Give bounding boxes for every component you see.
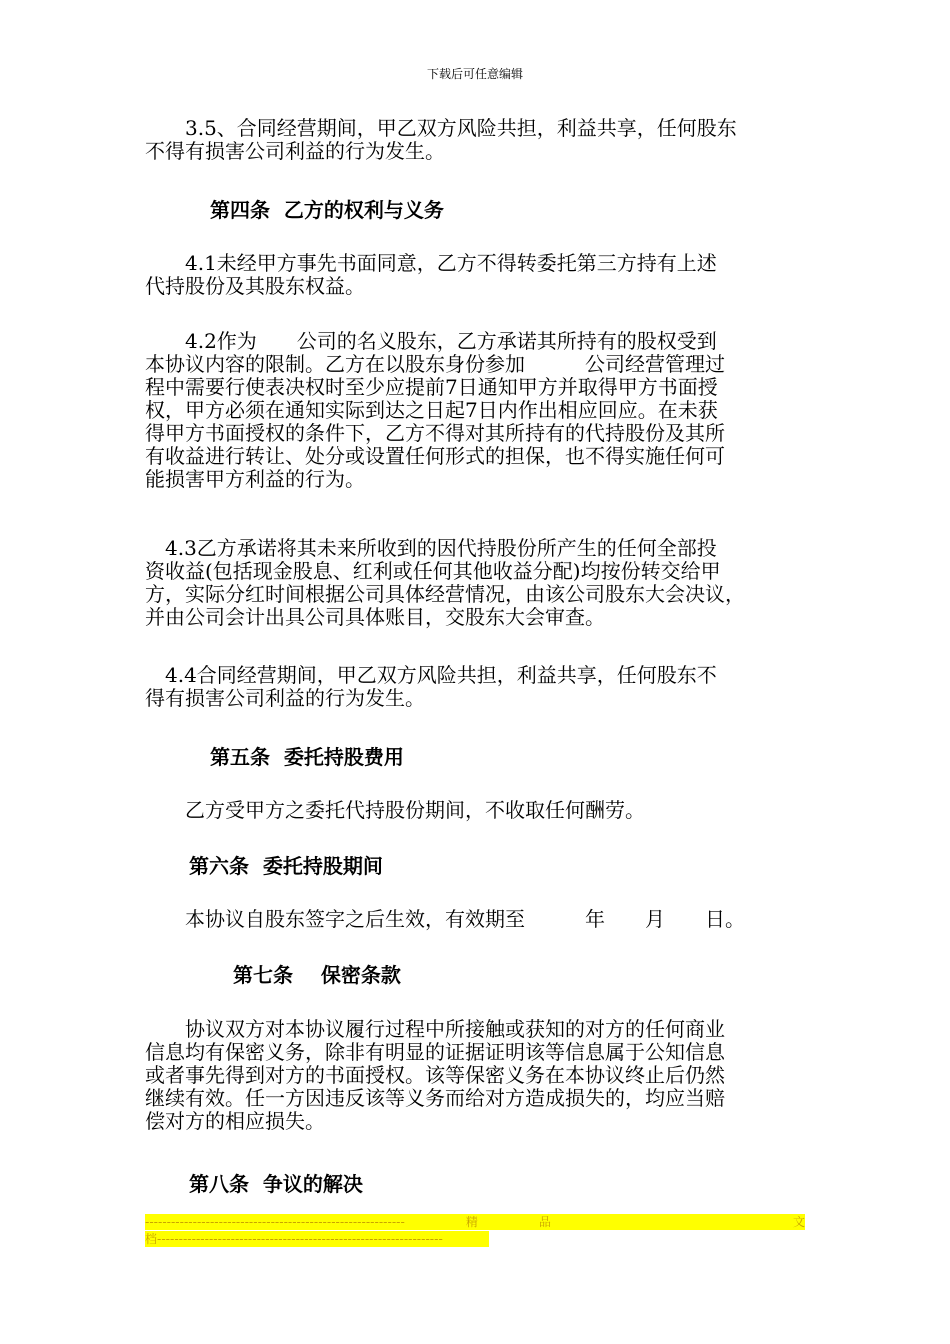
text-line: 得有损害公司利益的行为发生。	[145, 686, 425, 710]
paragraph-4-2	[145, 330, 810, 491]
footer-watermark-line-2: 档------------------------------------------------------------------	[145, 1231, 489, 1247]
footer-char: 精	[465, 1215, 478, 1229]
heading-article-5: 第五条 委托持股费用	[210, 745, 404, 769]
text-line: 继续有效。任一方因违反该等义务而给对方造成损失的，均应当赔	[145, 1086, 725, 1110]
paragraph-4-4	[145, 664, 810, 710]
text-line: 并由公司会计出具公司具体账目，交股东大会审查。	[145, 605, 605, 629]
text-line: 本协议自股东签字之后生效，有效期至 年 月 日。	[145, 907, 745, 931]
paragraph-4-1	[145, 252, 810, 298]
paragraph-4-3	[145, 537, 810, 629]
text-line: 不得有损害公司利益的行为发生。	[145, 139, 445, 163]
footer-char: 文	[792, 1215, 805, 1229]
text-line: 代持股份及其股东权益。	[145, 274, 365, 298]
paragraph-3-5	[145, 117, 810, 163]
text-line: 4.4合同经营期间，甲乙双方风险共担，利益共享，任何股东不	[145, 663, 717, 687]
footer-dashes: ------------------------------------------------------------	[145, 1215, 405, 1229]
text-line: 4.1未经甲方事先书面同意，乙方不得转委托第三方持有上述	[145, 251, 717, 275]
text-line: 协议双方对本协议履行过程中所接触或获知的对方的任何商业	[145, 1017, 725, 1041]
paragraph-article-5	[145, 799, 810, 822]
text-line: 有收益进行转让、处分或设置任何形式的担保，也不得实施任何可	[145, 444, 725, 468]
text-line: 资收益(包括现金股息、红利或任何其他收益分配)均按份转交给甲	[145, 559, 721, 583]
page-header: 下载后可任意编辑	[426, 67, 523, 81]
text-line: 3.5、合同经营期间，甲乙双方风险共担，利益共享，任何股东	[145, 116, 737, 140]
text-line: 程中需要行使表决权时至少应提前7日通知甲方并取得甲方书面授	[145, 375, 718, 399]
footer-watermark-line-1	[145, 1214, 805, 1230]
text-line: 乙方受甲方之委托代持股份期间，不收取任何酬劳。	[145, 798, 645, 822]
text-line: 方，实际分红时间根据公司具体经营情况，由该公司股东大会决议，	[145, 582, 745, 606]
paragraph-article-6	[145, 908, 810, 931]
heading-article-8: 第八条 争议的解决	[189, 1172, 363, 1196]
text-line: 或者事先得到对方的书面授权。该等保密义务在本协议终止后仍然	[145, 1063, 725, 1087]
text-line: 权，甲方必须在通知实际到达之日起7日内作出相应回应。在未获	[145, 398, 718, 422]
text-line: 本协议内容的限制。乙方在以股东身份参加 公司经营管理过	[145, 352, 725, 376]
paragraph-article-7	[145, 1018, 810, 1133]
heading-article-6: 第六条 委托持股期间	[189, 854, 383, 878]
text-line: 偿对方的相应损失。	[145, 1109, 325, 1133]
heading-article-7: 第七条 保密条款	[233, 963, 401, 987]
footer-char: 品	[538, 1215, 551, 1229]
text-line: 4.3乙方承诺将其未来所收到的因代持股份所产生的任何全部投	[145, 536, 717, 560]
text-line: 得甲方书面授权的条件下，乙方不得对其所持有的代持股份及其所	[145, 421, 725, 445]
text-line: 4.2作为 公司的名义股东，乙方承诺其所持有的股权受到	[145, 329, 717, 353]
text-line: 能损害甲方利益的行为。	[145, 467, 365, 491]
text-line: 信息均有保密义务，除非有明显的证据证明该等信息属于公知信息	[145, 1040, 725, 1064]
heading-article-4: 第四条 乙方的权利与义务	[210, 198, 444, 222]
